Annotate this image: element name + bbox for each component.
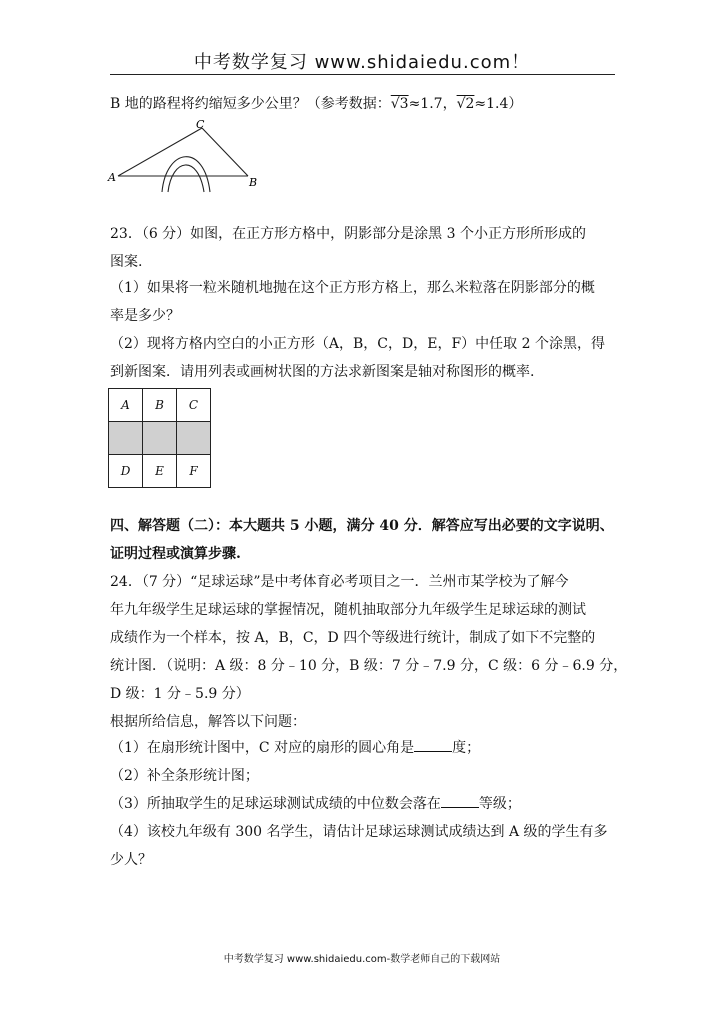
q23-line-3: （1）如果将一粒米随机地抛在这个正方形方格上，那么米粒落在阴影部分的概 xyxy=(110,280,595,296)
label-b: B xyxy=(249,176,258,189)
q24-part-4: （4）该校九年级有 300 名学生，请估计足球运球测试成绩达到 A 级的学生有多 xyxy=(110,824,608,840)
section-4-heading-line-1: 四、解答题（二）：本大题共 5 小题，满分 40 分．解答应写出必要的文字说明、 xyxy=(110,518,614,534)
answer-blank-3 xyxy=(441,795,479,808)
q23-line-6: 到新图案．请用列表或画树状图的方法求新图案是轴对称图形的概率. xyxy=(110,364,535,380)
grid-cell-b: B xyxy=(143,389,177,422)
answer-blank-1 xyxy=(414,739,452,752)
q24-part-1 xyxy=(110,738,480,758)
square-grid-figure xyxy=(108,388,211,488)
q22-text: B 地的路程将约缩短多少公里？（参考数据： xyxy=(110,96,391,112)
q24-part-3-unit: 等级； xyxy=(478,796,521,812)
label-a: A xyxy=(108,171,116,184)
q24-part-3 xyxy=(110,794,521,814)
grid-cell-e: E xyxy=(143,455,177,488)
grid-cell-c: C xyxy=(177,389,211,422)
q24-line-6: 根据所给信息，解答以下问题： xyxy=(110,714,306,730)
side-ac xyxy=(118,128,202,176)
approx2-value: ≈1.4） xyxy=(474,96,523,112)
section-4-heading-line-2: 证明过程或演算步骤. xyxy=(110,546,241,562)
q24-part-2: （2）补全条形统计图； xyxy=(110,768,259,784)
grid-cell-d: D xyxy=(109,455,143,488)
q23-line-1: 23．（6 分）如图，在正方形方格中，阴影部分是涂黑 3 个小正方形所形成的 xyxy=(110,226,586,242)
q23-line-2: 图案. xyxy=(110,254,143,270)
sqrt2-value: √2 xyxy=(456,96,475,112)
q24-line-2: 年九年级学生足球运球的掌握情况，随机抽取部分九年级学生足球运球的测试 xyxy=(110,602,586,618)
page-footer: 中考数学复习 www.shidaiedu.com-数学老师自己的下载网站 xyxy=(223,954,501,965)
q24-line-5: D 级：1 分﹣5.9 分） xyxy=(110,686,250,702)
q22-reference-line xyxy=(110,94,522,114)
approx1-value: ≈1.7， xyxy=(408,96,457,112)
label-c: C xyxy=(196,118,205,131)
grid-cell-shaded xyxy=(143,422,177,455)
side-cb xyxy=(202,128,248,176)
q24-line-1: 24．（7 分）“足球运球”是中考体育必考项目之一．兰州市某学校为了解今 xyxy=(110,574,569,590)
grid-cell-f: F xyxy=(177,455,211,488)
q24-line-3: 成绩作为一个样本，按 A，B，C，D 四个等级进行统计，制成了如下不完整的 xyxy=(110,630,596,646)
header-divider xyxy=(110,74,615,75)
q24-part-4-cont: 少人？ xyxy=(110,852,152,868)
grid-cell-shaded xyxy=(177,422,211,455)
q24-part-3-text: （3）所抽取学生的足球运球测试成绩的中位数会落在 xyxy=(110,796,441,812)
q24-part-1-text: （1）在扇形统计图中，C 对应的扇形的圆心角是 xyxy=(110,740,415,756)
grid-cell-shaded xyxy=(109,422,143,455)
mountain-arc-inner xyxy=(168,165,204,192)
sqrt3-value: √3 xyxy=(390,96,409,112)
page-header-title: 中考数学复习 www.shidaiedu.com！ xyxy=(193,52,531,73)
q24-part-1-unit: 度； xyxy=(452,740,481,756)
q23-line-4: 率是多少？ xyxy=(110,308,180,324)
grid-cell-a: A xyxy=(109,389,143,422)
triangle-tunnel-figure xyxy=(106,118,266,194)
q23-line-5: （2）现将方格内空白的小正方形（A，B，C，D，E，F）中任取 2 个涂黑，得 xyxy=(110,336,605,352)
q24-line-4: 统计图．（说明：A 级：8 分﹣10 分，B 级：7 分﹣7.9 分，C 级：6 分﹣6.9 分， xyxy=(110,658,628,674)
